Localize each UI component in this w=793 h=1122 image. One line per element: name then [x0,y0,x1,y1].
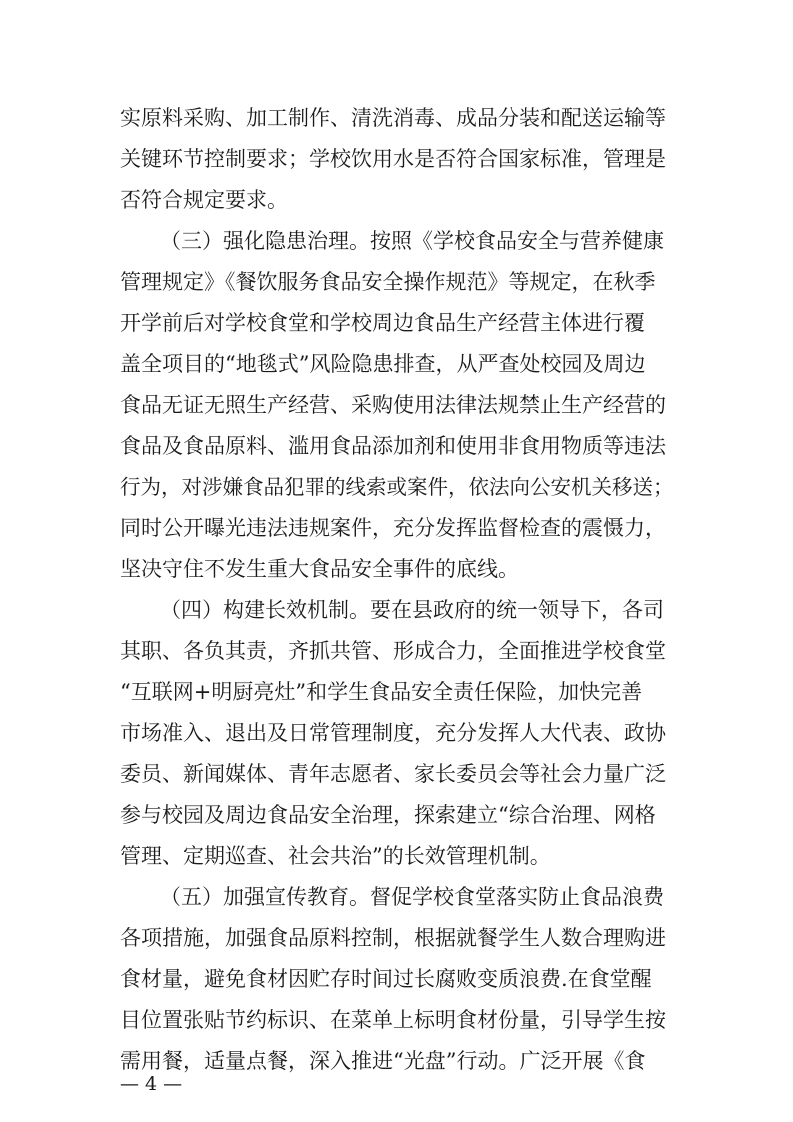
text-line: 行为，对涉嫌食品犯罪的线索或案件，依法向公安机关移送； [120,475,674,499]
text-line: 需用餐，适量点餐，深入推进“光盘”行动。广泛开展《食 [120,1049,646,1073]
text-line: 食品及食品原料、滥用食品添加剂和使用非食用物质等违法 [120,434,666,458]
text-line: 管理规定》《餐饮服务食品安全操作规范》等规定，在秋季 [120,270,656,294]
text-line: 参与校园及周边食品安全治理，探索建立“综合治理、网格 [120,803,656,827]
text-line: 关键环节控制要求；学校饮用水是否符合国家标准，管理是 [120,147,666,171]
text-line: “互联网+明厨亮灶”和学生食品安全责任保险，加快完善 [120,680,643,704]
text-line: 食品无证无照生产经营、采购使用法律法规禁止生产经营的 [120,393,666,417]
text-line: 同时公开曝光违法违规案件，充分发挥监督检查的震慑力， [120,516,666,540]
section-heading-line: （五）加强宣传教育。督促学校食堂落实防止食品浪费 [160,885,664,909]
text-line: 各项措施，加强食品原料控制，根据就餐学生人数合理购进 [120,926,666,950]
text-line: 否符合规定要求。 [120,188,288,212]
text-line: 其职、各负其责，齐抓共管、形成合力，全面推进学校食堂 [120,639,666,663]
section-heading-line: （三）强化隐患治理。按照《学校食品安全与营养健康 [160,229,664,253]
text-line: 实原料采购、加工制作、清洗消毒、成品分装和配送运输等 [120,106,666,130]
text-line: 委员、新闻媒体、青年志愿者、家长委员会等社会力量广泛 [120,762,666,786]
text-line: 市场准入、退出及日常管理制度，充分发挥人大代表、政协 [120,721,666,745]
text-line: 目位置张贴节约标识、在菜单上标明食材份量，引导学生按 [120,1008,666,1032]
section-heading-line: （四）构建长效机制。要在县政府的统一领导下，各司 [160,598,664,622]
text-line: 管理、定期巡查、社会共治”的长效管理机制。 [120,844,551,868]
text-line: 食材量，避免食材因贮存时间过长腐败变质浪费.在食堂醒 [120,967,652,991]
text-line: 盖全项目的“地毯式”风险隐患排查，从严查处校园及周边 [120,352,646,376]
text-line: 坚决守住不发生重大食品安全事件的底线。 [120,557,519,581]
text-line: 开学前后对学校食堂和学校周边食品生产经营主体进行覆 [120,311,645,335]
page-number: — 4 — [120,1073,183,1095]
